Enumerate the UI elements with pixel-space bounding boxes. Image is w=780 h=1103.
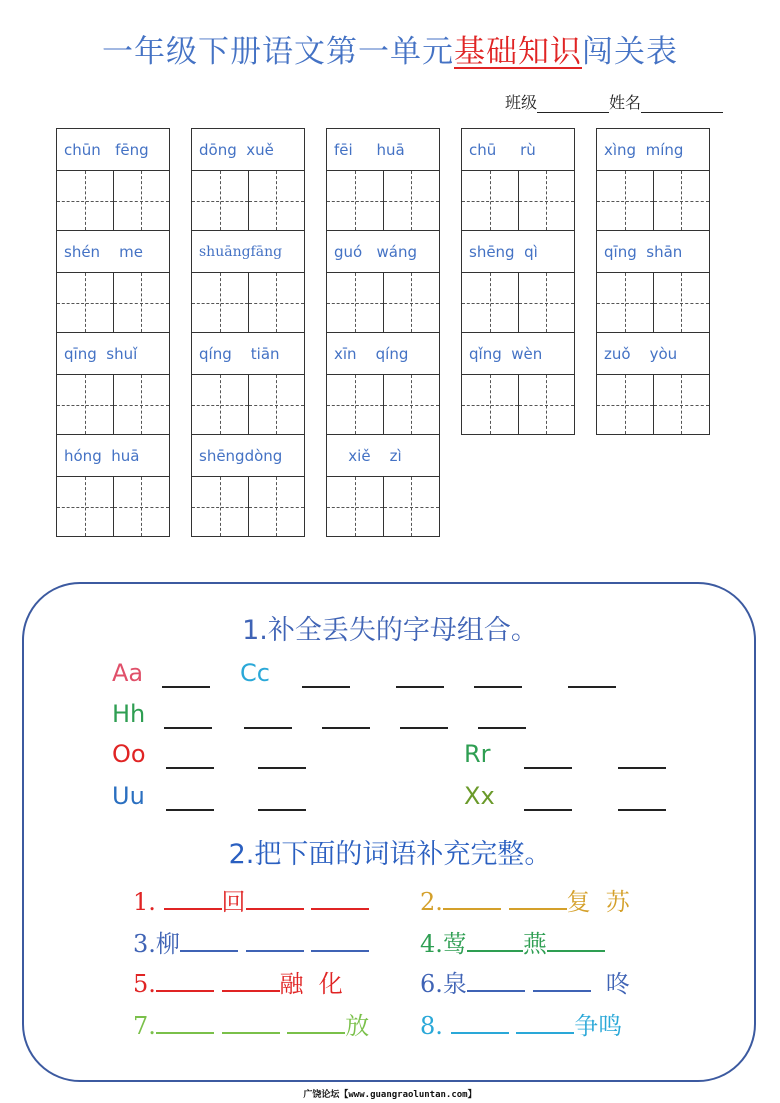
- pinyin-label: fēi huā: [327, 129, 439, 171]
- writing-grid[interactable]: [597, 171, 709, 231]
- writing-grid[interactable]: [57, 477, 169, 536]
- page-title: [0, 26, 780, 71]
- fill-item-1: [133, 882, 369, 917]
- answer-blank[interactable]: [467, 928, 523, 952]
- given-char: 咚: [605, 970, 630, 998]
- answer-blank[interactable]: [246, 928, 304, 952]
- given-char: 莺: [442, 930, 467, 958]
- pinyin-label: guó wáng: [327, 231, 439, 273]
- pinyin-label: xìng míng: [597, 129, 709, 171]
- answer-blank[interactable]: [618, 809, 666, 811]
- writing-grid[interactable]: [462, 375, 574, 434]
- answer-blank[interactable]: [156, 1010, 214, 1034]
- fill-item-4: [420, 924, 605, 959]
- answer-blank[interactable]: [467, 968, 525, 992]
- writing-grid[interactable]: [192, 273, 304, 333]
- letter-pair: Xx: [464, 782, 495, 810]
- writing-grid[interactable]: [57, 171, 169, 231]
- letter-pair: Uu: [112, 782, 145, 810]
- title-highlight: 基础知识: [454, 34, 582, 70]
- fill-item-5: [133, 964, 343, 999]
- answer-blank[interactable]: [524, 767, 572, 769]
- item-number: 6.: [420, 970, 443, 998]
- writing-grid[interactable]: [192, 171, 304, 231]
- pinyin-label: qīng shān: [597, 231, 709, 273]
- writing-grid[interactable]: [597, 273, 709, 333]
- class-field[interactable]: [537, 98, 609, 113]
- answer-blank[interactable]: [246, 886, 304, 910]
- pinyin-label: qǐng wèn: [462, 333, 574, 375]
- answer-blank[interactable]: [311, 886, 369, 910]
- given-char: 融 化: [279, 970, 343, 998]
- vocab-card: [191, 128, 305, 537]
- answer-blank[interactable]: [164, 886, 222, 910]
- given-char: 复 苏: [566, 888, 630, 916]
- item-number: 2.: [420, 888, 443, 916]
- writing-grid[interactable]: [462, 273, 574, 333]
- item-number: 4.: [420, 930, 443, 958]
- fill-item-2: [420, 882, 630, 917]
- pinyin-label: shuāngfāng: [192, 231, 304, 273]
- answer-blank[interactable]: [568, 686, 616, 688]
- given-char: 柳: [155, 930, 180, 958]
- item-number: 7.: [133, 1012, 156, 1040]
- writing-grid[interactable]: [327, 477, 439, 536]
- writing-grid[interactable]: [327, 171, 439, 231]
- pinyin-label: xīn qíng: [327, 333, 439, 375]
- item-number: 8.: [420, 1012, 443, 1040]
- answer-blank[interactable]: [258, 809, 306, 811]
- answer-blank[interactable]: [311, 928, 369, 952]
- given-char: 争鸣: [574, 1012, 623, 1040]
- letter-pair: Aa: [112, 659, 144, 687]
- answer-blank[interactable]: [222, 968, 280, 992]
- fill-item-8: [420, 1006, 622, 1041]
- given-char: 燕: [522, 930, 547, 958]
- name-field[interactable]: [641, 98, 723, 113]
- answer-blank[interactable]: [474, 686, 522, 688]
- fill-item-6: [420, 964, 630, 999]
- answer-blank[interactable]: [509, 886, 567, 910]
- answer-blank[interactable]: [222, 1010, 280, 1034]
- section2-title: 2.把下面的词语补充完整。: [228, 839, 552, 870]
- item-number: 1.: [133, 888, 156, 916]
- writing-grid[interactable]: [327, 273, 439, 333]
- answer-blank[interactable]: [166, 809, 214, 811]
- pinyin-label: dōng xuě: [192, 129, 304, 171]
- item-number: 5.: [133, 970, 156, 998]
- vocab-card: [326, 128, 440, 537]
- given-char: 泉: [442, 970, 467, 998]
- writing-grid[interactable]: [192, 375, 304, 435]
- writing-grid[interactable]: [57, 375, 169, 435]
- answer-blank[interactable]: [443, 886, 501, 910]
- writing-grid[interactable]: [192, 477, 304, 536]
- answer-blank[interactable]: [533, 968, 591, 992]
- answer-blank[interactable]: [244, 727, 292, 729]
- answer-blank[interactable]: [258, 767, 306, 769]
- pinyin-label: shén me: [57, 231, 169, 273]
- answer-blank[interactable]: [400, 727, 448, 729]
- given-char: 回: [221, 888, 246, 916]
- answer-blank[interactable]: [322, 727, 370, 729]
- answer-blank[interactable]: [164, 727, 212, 729]
- item-number: 3.: [133, 930, 156, 958]
- answer-blank[interactable]: [302, 686, 350, 688]
- answer-blank[interactable]: [162, 686, 210, 688]
- pinyin-label: qíng tiān: [192, 333, 304, 375]
- answer-blank[interactable]: [287, 1010, 345, 1034]
- class-label: 班级: [505, 93, 538, 112]
- answer-blank[interactable]: [524, 809, 572, 811]
- pinyin-label: hóng huā: [57, 435, 169, 477]
- vocab-card: [596, 128, 710, 435]
- title-suffix: 闯关表: [582, 34, 678, 70]
- pinyin-label: shēng qì: [462, 231, 574, 273]
- pinyin-label: chū rù: [462, 129, 574, 171]
- answer-blank[interactable]: [451, 1010, 509, 1034]
- fill-item-3: [133, 924, 369, 959]
- letter-pair: Hh: [112, 700, 146, 728]
- answer-blank[interactable]: [618, 767, 666, 769]
- letter-pair: Rr: [464, 740, 491, 768]
- letter-pair: Oo: [112, 740, 146, 768]
- writing-grid[interactable]: [597, 375, 709, 434]
- pinyin-label: zuǒ yòu: [597, 333, 709, 375]
- answer-blank[interactable]: [156, 968, 214, 992]
- fill-item-7: [133, 1006, 369, 1041]
- answer-blank[interactable]: [516, 1010, 574, 1034]
- title-text: 一年级下册语文第一单元: [102, 34, 454, 70]
- answer-blank[interactable]: [396, 686, 444, 688]
- answer-blank[interactable]: [547, 928, 605, 952]
- student-info: [505, 90, 723, 113]
- given-char: 放: [345, 1012, 370, 1040]
- pinyin-label: qīng shuǐ: [57, 333, 169, 375]
- pinyin-label: chūn fēng: [57, 129, 169, 171]
- pinyin-label: shēngdòng: [192, 435, 304, 477]
- pinyin-label: xiě zì: [327, 435, 439, 477]
- writing-grid[interactable]: [462, 171, 574, 231]
- writing-grid[interactable]: [57, 273, 169, 333]
- writing-grid[interactable]: [327, 375, 439, 435]
- answer-blank[interactable]: [478, 727, 526, 729]
- section1-title: 1.补全丢失的字母组合。: [242, 615, 538, 646]
- answer-blank[interactable]: [166, 767, 214, 769]
- name-label: 姓名: [609, 93, 642, 112]
- footer-watermark: 广饶论坛【www.guangraoluntan.com】: [303, 1090, 477, 1100]
- letter-pair: Cc: [240, 659, 270, 687]
- vocab-card: [56, 128, 170, 537]
- answer-blank[interactable]: [180, 928, 238, 952]
- vocab-card: [461, 128, 575, 435]
